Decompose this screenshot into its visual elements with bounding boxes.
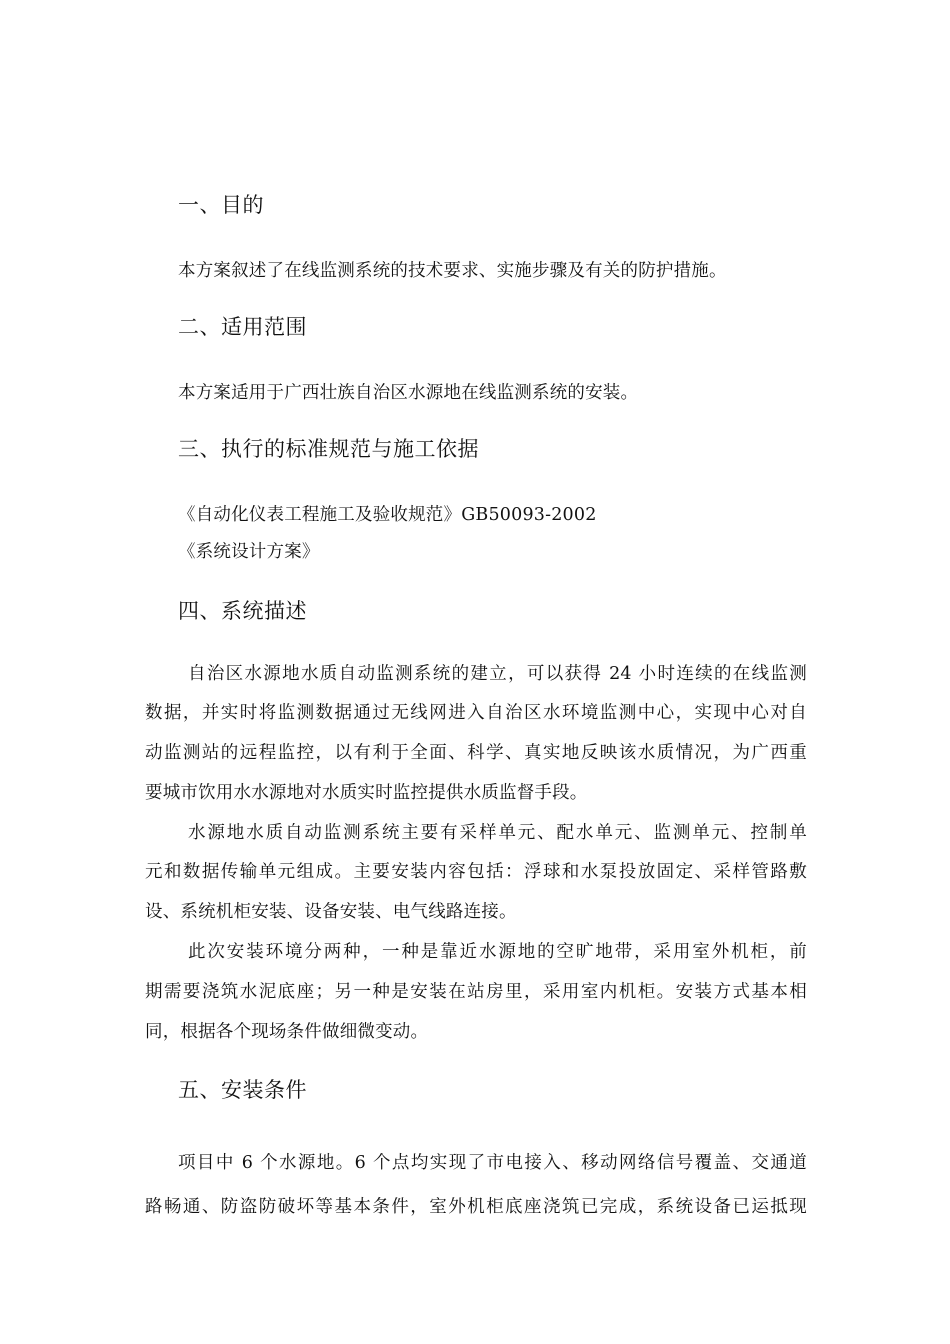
paragraph-line: 同，根据各个现场条件做细微变动。 bbox=[145, 1022, 429, 1042]
section-heading-purpose: 一、目的 bbox=[178, 193, 264, 217]
standards-item: 《系统设计方案》 bbox=[178, 542, 320, 562]
paragraph-line: 设、系统机柜安装、设备安装、电气线路连接。 bbox=[145, 902, 517, 922]
section-heading-scope: 二、适用范围 bbox=[178, 315, 307, 339]
paragraph-line: 元和数据传输单元组成。主要安装内容包括：浮球和水泵投放固定、采样管路敷 bbox=[145, 862, 807, 882]
scope-text: 本方案适用于广西壮族自治区水源地在线监测系统的安装。 bbox=[178, 383, 639, 403]
standards-item: 《自动化仪表工程施工及验收规范》GB50093-2002 bbox=[178, 505, 597, 525]
paragraph-line: 路畅通、防盗防破坏等基本条件，室外机柜底座浇筑已完成，系统设备已运抵现 bbox=[145, 1197, 807, 1217]
paragraph-line: 自治区水源地水质自动监测系统的建立，可以获得 24 小时连续的在线监测 bbox=[188, 664, 807, 684]
paragraph-line: 要城市饮用水水源地对水质实时监控提供水质监督手段。 bbox=[145, 783, 588, 803]
paragraph-line: 项目中 6 个水源地。6 个点均实现了市电接入、移动网络信号覆盖、交通道 bbox=[178, 1153, 807, 1173]
section-heading-description: 四、系统描述 bbox=[178, 599, 307, 623]
section-heading-standards: 三、执行的标准规范与施工依据 bbox=[178, 437, 479, 461]
paragraph-line: 动监测站的远程监控，以有利于全面、科学、真实地反映该水质情况，为广西重 bbox=[145, 743, 807, 763]
paragraph-line: 此次安装环境分两种，一种是靠近水源地的空旷地带，采用室外机柜，前 bbox=[188, 942, 807, 962]
paragraph-line: 数据，并实时将监测数据通过无线网进入自治区水环境监测中心，实现中心对自 bbox=[145, 703, 807, 723]
paragraph-line: 期需要浇筑水泥底座；另一种是安装在站房里，采用室内机柜。安装方式基本相 bbox=[145, 982, 807, 1002]
paragraph-line: 水源地水质自动监测系统主要有采样单元、配水单元、监测单元、控制单 bbox=[188, 823, 807, 843]
section-heading-conditions: 五、安装条件 bbox=[178, 1078, 307, 1102]
purpose-text: 本方案叙述了在线监测系统的技术要求、实施步骤及有关的防护措施。 bbox=[178, 261, 727, 281]
